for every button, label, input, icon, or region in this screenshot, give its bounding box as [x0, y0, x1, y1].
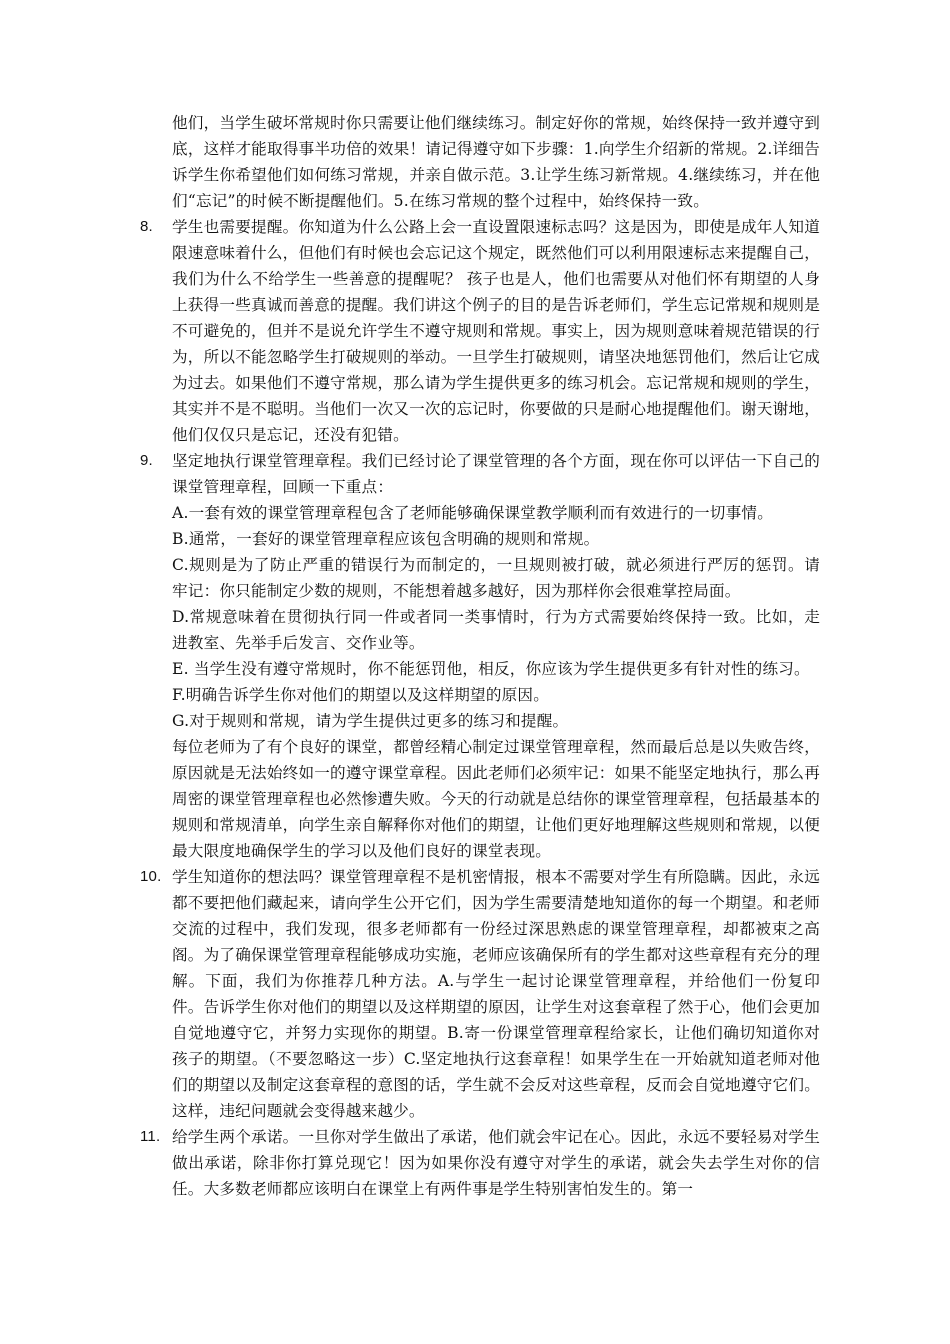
list-number: 10.	[140, 868, 162, 885]
sub-point-e: E. 当学生没有遵守常规时，你不能惩罚他，相反，你应该为学生提供更多有针对性的练习。	[172, 660, 810, 678]
list-item-text: 坚定地执行课堂管理章程。我们已经讨论了课堂管理的各个方面，现在你可以评估一下自己的课堂管理章程，回顾一下重点：	[172, 452, 820, 496]
list-number: 11.	[140, 1128, 161, 1145]
list-item-text: 给学生两个承诺。一旦你对学生做出了承诺，他们就会牢记在心。因此，永远不要轻易对学生做出承诺，除非你打算兑现它！因为如果你没有遵守对学生的承诺，就会失去学生对你的信任。大多数老师都应该明白在课堂上有两件事是学生特别害怕发生的。第一	[172, 1128, 820, 1198]
list-item-text: 学生知道你的想法吗？课堂管理章程不是机密情报，根本不需要对学生有所隐瞒。因此，永远都不要把他们藏起来，请向学生公开它们，因为学生需要清楚地知道你的每一个期望。和老师交流的过程中，我们发现，很多老师都有一份经过深思熟虑的课堂管理章程，却都被束之高阁。为了确保课堂管理章程能够成功实施，老师应该确保所有的学生都对这些章程有充分的理解。下面，我们为你推荐几种方法。A.与学生一起讨论课堂管理章程，并给他们一份复印件。告诉学生你对他们的期望以及这样期望的原因，让学生对这套章程了然于心，他们会更加自觉地遵守它，并努力实现你的期望。B.寄一份课堂管理章程给家长，让他们确切知道你对孩子的期望。（不要忽略这一步）C.坚定地执行这套章程！如果学生在一开始就知道老师对他们的期望以及制定这套章程的意图的话，学生就不会反对这些章程，反而会自觉地遵守它们。这样，违纪问题就会变得越来越少。	[172, 868, 820, 1120]
list-item-9	[140, 448, 820, 500]
list-item-11	[140, 1124, 820, 1202]
sub-point-f: F.明确告诉学生你对他们的期望以及这样期望的原因。	[172, 686, 550, 704]
list-number: 9.	[140, 452, 153, 469]
sub-point-a: A.一套有效的课堂管理章程包含了老师能够确保课堂教学顺利而有效进行的一切事情。	[172, 504, 773, 522]
sub-point-d: D.常规意味着在贯彻执行同一件或者同一类事情时，行为方式需要始终保持一致。比如，走进教室、先举手后发言、交作业等。	[172, 608, 820, 652]
list-number: 8.	[140, 218, 153, 235]
sub-point-c: C.规则是为了防止严重的错误行为而制定的，一旦规则被打破，就必须进行严厉的惩罚。请牢记：你只能制定少数的规则，不能想着越多越好，因为那样你会很难掌控局面。	[172, 556, 820, 600]
item-9-conclusion: 每位老师为了有个良好的课堂，都曾经精心制定过课堂管理章程，然而最后总是以失败告终，原因就是无法始终如一的遵守课堂章程。因此老师们必须牢记：如果不能坚定地执行，那么再周密的课堂管理章程也必然惨遭失败。今天的行动就是总结你的课堂管理章程，包括最基本的规则和常规清单，向学生亲自解释你对他们的期望，让他们更好地理解这些规则和常规，以便最大限度地确保学生的学习以及他们良好的课堂表现。	[172, 738, 820, 860]
sub-point-b: B.通常，一套好的课堂管理章程应该包含明确的规则和常规。	[172, 530, 600, 548]
list-item-10	[140, 864, 820, 1124]
list-item-text: 学生也需要提醒。你知道为什么公路上会一直设置限速标志吗？这是因为，即使是成年人知道限速意味着什么，但他们有时候也会忘记这个规定，既然他们可以利用限速标志来提醒自己，我们为什么不给学生一些善意的提醒呢？ 孩子也是人，他们也需要从对他们怀有期望的人身上获得一些真诚而善意的提醒。我们讲这个例子的目的是告诉老师们，学生忘记常规和规则是不可避免的，但并不是说允许学生不遵守规则和常规。事实上，因为规则意味着规范错误的行为，所以不能忽略学生打破规则的举动。一旦学生打破规则，请坚决地惩罚他们，然后让它成为过去。如果他们不遵守常规，那么请为学生提供更多的练习机会。忘记常规和规则的学生，其实并不是不聪明。当他们一次又一次的忘记时，你要做的只是耐心地提醒他们。谢天谢地，他们仅仅只是忘记，还没有犯错。	[172, 218, 820, 444]
document-body	[140, 110, 820, 1202]
sub-point-g: G.对于规则和常规，请为学生提供过更多的练习和提醒。	[172, 712, 569, 730]
list-item-8	[140, 214, 820, 448]
intro-paragraph: 他们，当学生破坏常规时你只需要让他们继续练习。制定好你的常规，始终保持一致并遵守到底，这样才能取得事半功倍的效果！请记得遵守如下步骤：1.向学生介绍新的常规。2.详细告诉学生你希望他们如何练习常规，并亲自做示范。3.让学生练习新常规。4.继续练习，并在他们“忘记”的时候不断提醒他们。5.在练习常规的整个过程中，始终保持一致。	[172, 114, 820, 210]
